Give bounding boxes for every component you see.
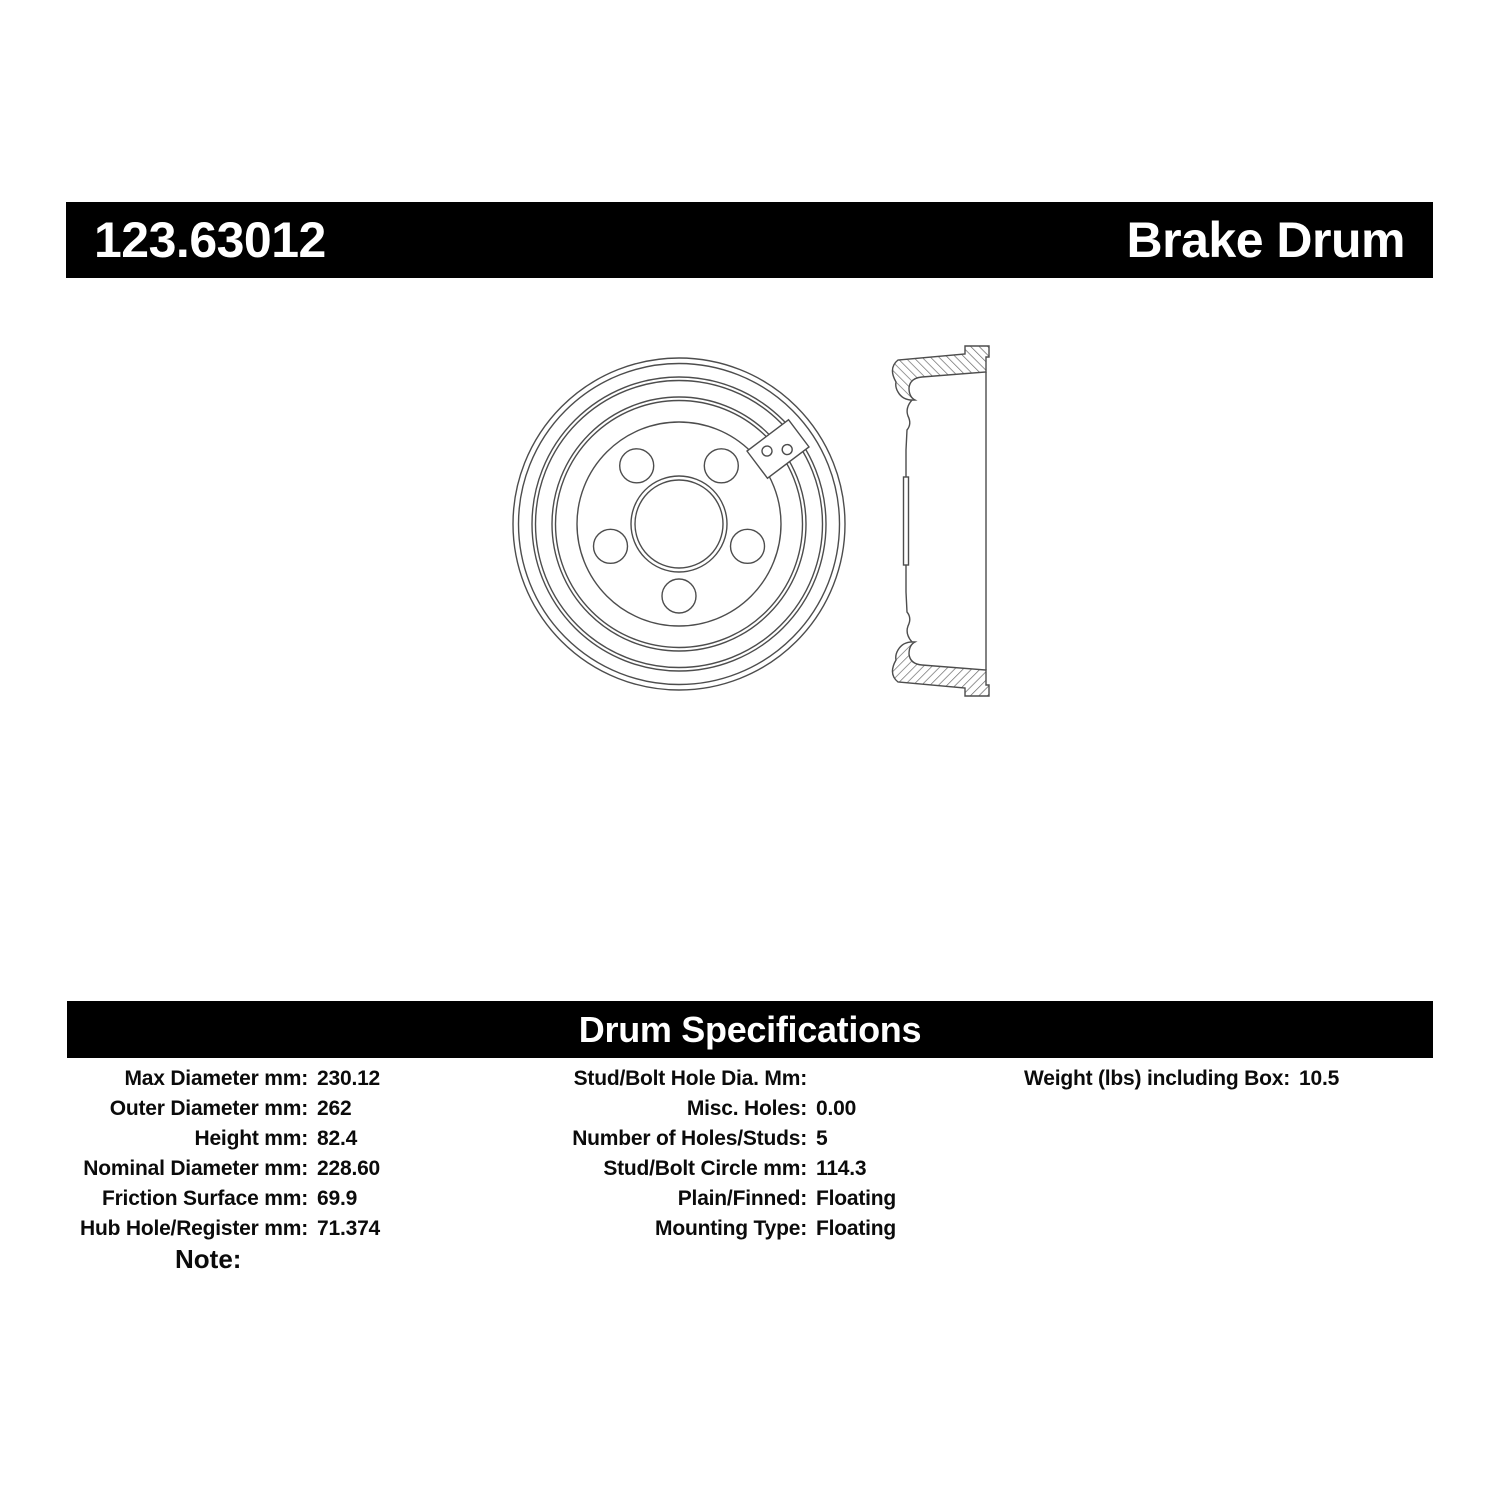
spec-row-plain-finned <box>500 1184 896 1214</box>
note-row <box>175 1244 241 1275</box>
spec-row-height <box>60 1124 380 1154</box>
spec-row-mounting-type <box>500 1214 896 1244</box>
brake-drum-front-view <box>513 358 845 690</box>
part-number: 123.63012 <box>94 212 326 268</box>
spec-column-weight <box>1000 1064 1339 1094</box>
spec-row-nominal-diameter <box>60 1154 380 1184</box>
bolt-hole <box>704 449 738 483</box>
section-upper-half <box>892 346 989 477</box>
section-flange-hatched <box>892 346 989 400</box>
spec-value: 0.00 <box>816 1097 857 1120</box>
rim-step-circle <box>532 377 826 671</box>
spec-label: Nominal Diameter mm: <box>83 1157 308 1180</box>
bolt-hole <box>620 449 654 483</box>
bolt-hole <box>731 529 765 563</box>
spec-row-outer-diameter <box>60 1094 380 1124</box>
spec-row-number-of-holes-studs <box>500 1124 896 1154</box>
spec-row-hub-hole-register <box>60 1214 380 1244</box>
spec-label: Number of Holes/Studs: <box>572 1127 807 1150</box>
spec-value: 262 <box>317 1097 352 1120</box>
bolt-hole <box>662 579 696 613</box>
spec-label: Weight (lbs) including Box: <box>1023 1067 1290 1090</box>
spec-row-weight <box>1000 1064 1339 1094</box>
hub-hole <box>631 476 727 572</box>
spec-value: 230.12 <box>317 1067 381 1090</box>
spec-value: Floating <box>816 1217 897 1240</box>
product-title: Brake Drum <box>1126 212 1405 268</box>
spec-value: 69.9 <box>317 1187 358 1210</box>
spec-row-stud-bolt-hole-dia <box>500 1064 896 1094</box>
spec-label: Mounting Type: <box>655 1217 807 1240</box>
spec-label: Stud/Bolt Hole Dia. Mm: <box>573 1067 807 1090</box>
spec-label: Outer Diameter mm: <box>109 1097 308 1120</box>
spec-label: Misc. Holes: <box>686 1097 807 1120</box>
spec-value: Floating <box>816 1187 897 1210</box>
spec-column-dimensions <box>60 1064 380 1244</box>
spec-label: Max Diameter mm: <box>124 1067 308 1090</box>
hub-hole-outer <box>631 476 727 572</box>
spec-value: 82.4 <box>317 1127 358 1150</box>
bolt-holes <box>594 449 765 613</box>
hub-hole-inner <box>635 480 723 568</box>
spec-value: 5 <box>816 1127 828 1150</box>
spec-row-misc-holes <box>500 1094 896 1124</box>
header-bar <box>66 202 1433 278</box>
spec-section-title-bar <box>67 1001 1433 1058</box>
spec-label: Friction Surface mm: <box>101 1187 308 1210</box>
bolt-hole <box>594 529 628 563</box>
spec-row-friction-surface <box>60 1184 380 1214</box>
outer-rim-inner-circle <box>519 364 840 685</box>
spec-value: 114.3 <box>816 1157 867 1180</box>
spec-label: Stud/Bolt Circle mm: <box>603 1157 807 1180</box>
spec-label: Hub Hole/Register mm: <box>80 1217 308 1240</box>
spec-label: Plain/Finned: <box>677 1187 807 1210</box>
rim-step-inner-circle <box>536 381 823 668</box>
spec-row-max-diameter <box>60 1064 380 1094</box>
section-hub-register <box>904 477 909 565</box>
spec-value: 10.5 <box>1299 1067 1340 1090</box>
spec-row-stud-bolt-circle <box>500 1154 896 1184</box>
spec-label: Height mm: <box>194 1127 308 1150</box>
section-back-face-line <box>906 400 912 477</box>
brake-drum-section-view <box>892 346 989 696</box>
spec-column-studs <box>500 1064 896 1244</box>
outer-rim-circle <box>513 358 845 690</box>
note-label: Note: <box>175 1244 242 1274</box>
spec-section-title: Drum Specifications <box>578 1008 922 1050</box>
spec-value: 228.60 <box>317 1157 381 1180</box>
technical-drawing <box>460 320 1020 720</box>
spec-value: 71.374 <box>317 1217 381 1240</box>
